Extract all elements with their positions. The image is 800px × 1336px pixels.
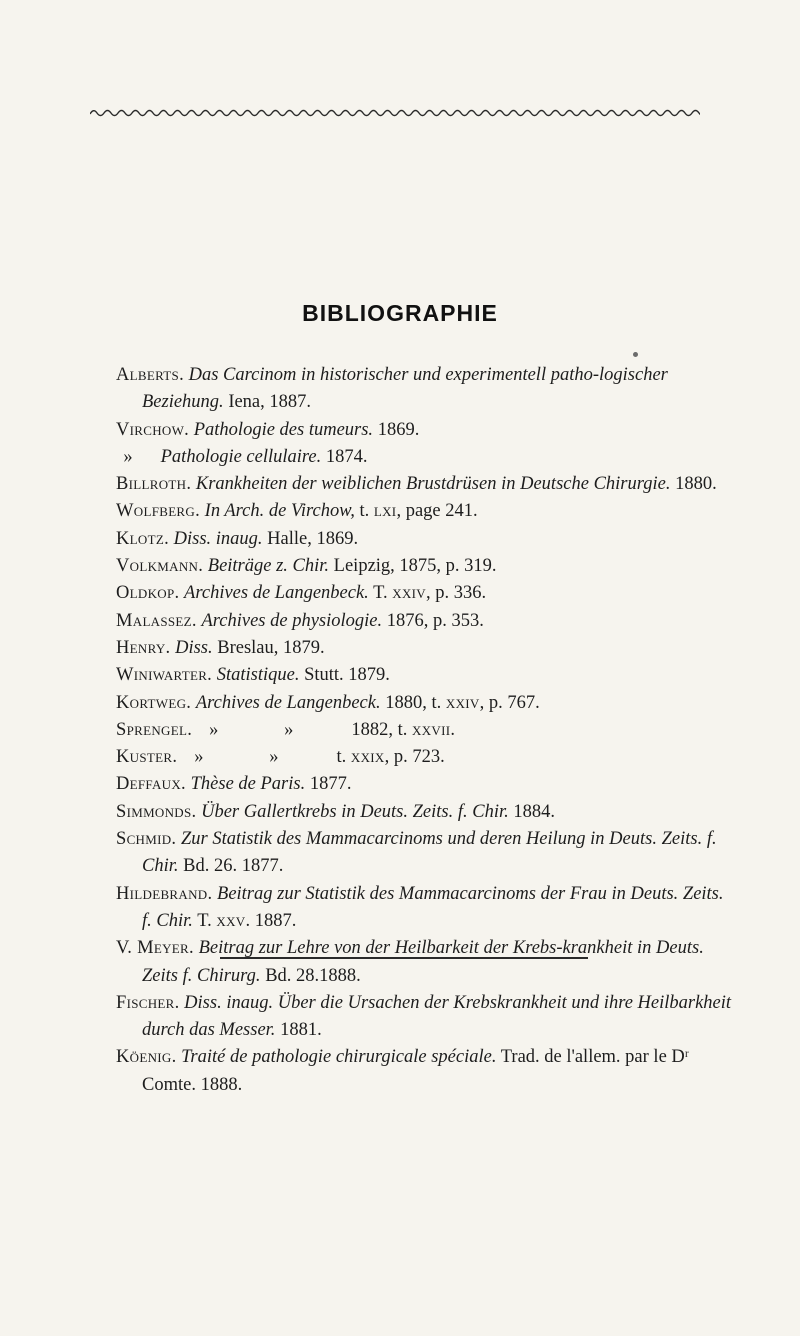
bibliography-entry (116, 990, 736, 1045)
entry-title: Archives de Langenbeck. (184, 583, 369, 604)
bibliography-entry (116, 935, 736, 990)
bibliography-entry (116, 635, 736, 662)
entry-author: Schmid. (116, 829, 177, 850)
entry-title: Über Gallertkrebs in Deuts. Zeits. f. Chir. (201, 801, 509, 822)
entry-title: Archives de physiologie. (201, 610, 383, 631)
bibliography-entry (116, 799, 736, 826)
entry-author: Sprengel. (116, 719, 193, 740)
ditto-mark: » (123, 446, 133, 467)
entry-detail: , p. 723. (384, 747, 445, 768)
entry-title: Archives de Langenbeck. (195, 692, 381, 713)
entry-detail: . (450, 719, 455, 740)
entry-author: Billroth. (116, 474, 192, 495)
bibliography-entry (116, 580, 736, 607)
bibliography-entry (116, 717, 736, 744)
bibliography-entry (116, 690, 736, 717)
entry-detail: xxiv (392, 583, 426, 604)
entry-detail: Leipzig, 1875, p. 319. (329, 556, 497, 577)
entry-detail: 1877. (305, 774, 352, 795)
entry-detail: Iena, 1887. (223, 392, 312, 413)
entry-author: Oldkop. (116, 583, 180, 604)
entry-title: Krankheiten der weiblichen Brustdrüsen in Deutsche Chirurgie. (195, 474, 671, 495)
bibliography-entry (116, 744, 736, 771)
entry-author: Köenig. (116, 1047, 177, 1068)
decorative-border-ornament (90, 106, 700, 120)
ditto-mark: » (284, 719, 294, 740)
ditto-mark: » (194, 747, 204, 768)
entry-detail: , p. 767. (479, 692, 540, 713)
entry-detail: xxv (216, 910, 246, 931)
entry-author: Winiwarter. (116, 665, 213, 686)
ink-spot (633, 352, 638, 357)
entry-author: Klotz. (116, 528, 169, 549)
bibliography-entry (116, 608, 736, 635)
entry-detail: Stutt. 1879. (299, 665, 390, 686)
entry-title: Diss. inaug. (173, 528, 263, 549)
entry-detail: 1874. (321, 446, 368, 467)
entry-title: Beitrag zur Lehre von der Heilbarkeit der Krebs-krankheit in Deuts. Zeits f. Chirurg. (142, 938, 704, 986)
entry-author: Kuster. (116, 747, 178, 768)
entry-author: Kortweg. (116, 692, 192, 713)
entry-title: Beitrag zur Statistik des Mammacarcinoms der Frau in Deuts. Zeits. f. Chir. (142, 883, 724, 931)
bibliography-entry (116, 826, 736, 881)
ditto-mark: » (269, 747, 279, 768)
entry-detail: xxiv (445, 692, 480, 713)
bibliography-entry (116, 444, 736, 471)
bibliography-entry (116, 1044, 736, 1099)
entry-detail: xxix (350, 747, 385, 768)
entry-detail: , p. 336. (425, 583, 487, 604)
entry-author: Malassez. (116, 610, 197, 631)
entry-author: Simmonds. (116, 801, 197, 822)
entry-detail: 1881. (275, 1020, 322, 1041)
closing-rule (220, 957, 588, 959)
bibliography-entry (116, 417, 736, 444)
bibliography-entry (116, 471, 736, 498)
entry-detail: Bd. 28.1888. (260, 965, 361, 986)
entry-detail: t. (331, 747, 351, 768)
entry-detail: lxi (373, 501, 397, 522)
entry-title: Pathologie des tumeurs. (193, 419, 374, 440)
bibliography-entry (116, 662, 736, 689)
entry-detail: Breslau, 1879. (212, 637, 325, 658)
entry-title: Traité de pathologie chirurgicale spéciale. (181, 1047, 497, 1068)
bibliography-list (116, 362, 736, 1099)
entry-detail: T. (368, 583, 393, 604)
bibliography-entry (116, 771, 736, 798)
bibliography-entry (116, 498, 736, 525)
page-title: BIBLIOGRAPHIE (302, 300, 498, 326)
entry-author: Deffaux. (116, 774, 186, 795)
entry-detail: Bd. 26. 1877. (178, 856, 284, 877)
entry-detail: . 1887. (245, 910, 297, 931)
bibliography-entry (116, 553, 736, 580)
ditto-mark: » (209, 719, 219, 740)
entry-author: V. Meyer. (116, 938, 194, 959)
entry-detail: 1880. (670, 474, 717, 495)
entry-author: Hildebrand. (116, 883, 213, 904)
bibliography-entry (116, 526, 736, 553)
entry-title: Beiträge z. Chir. (207, 556, 330, 577)
entry-author: Henry. (116, 637, 171, 658)
entry-author: Wolfberg. (116, 501, 201, 522)
entry-detail: Trad. de l'allem. par le Dʳ Comte. 1888. (142, 1047, 689, 1095)
entry-detail: t. (354, 501, 374, 522)
bibliography-entry (116, 881, 736, 936)
entry-author: Volkmann. (116, 556, 204, 577)
entry-title: Statistique. (216, 665, 300, 686)
entry-title: In Arch. de Virchow, (204, 501, 355, 522)
entry-detail: 1876, p. 353. (382, 610, 484, 631)
entry-author: Fischer. (116, 992, 180, 1013)
entry-title: Diss. (175, 637, 213, 658)
entry-author: Virchow. (116, 419, 190, 440)
entry-title: Das Carcinom in historischer und experimentell patho-logischer Beziehung. (142, 365, 668, 413)
entry-title: Pathologie cellulaire. (160, 446, 322, 467)
entry-title: Thèse de Paris. (190, 774, 306, 795)
bibliography-entry (116, 362, 736, 417)
entry-author: Alberts. (116, 365, 184, 385)
entry-detail: Halle, 1869. (262, 528, 359, 549)
entry-detail: , page 241. (396, 501, 478, 522)
entry-detail: 1880, t. (380, 692, 446, 713)
entry-title: Zur Statistik des Mammacarcinoms und deren Heilung in Deuts. Zeits. f. Chir. (142, 829, 717, 877)
entry-detail: 1869. (373, 419, 420, 440)
entry-detail: T. (192, 910, 217, 931)
entry-detail: 1882, t. (346, 719, 413, 740)
entry-detail: 1884. (508, 801, 555, 822)
entry-detail: xxvii (412, 719, 451, 740)
entry-title: Diss. inaug. Über die Ursachen der Krebskrankheit und ihre Heilbarkheit durch das Messer. (142, 992, 732, 1041)
